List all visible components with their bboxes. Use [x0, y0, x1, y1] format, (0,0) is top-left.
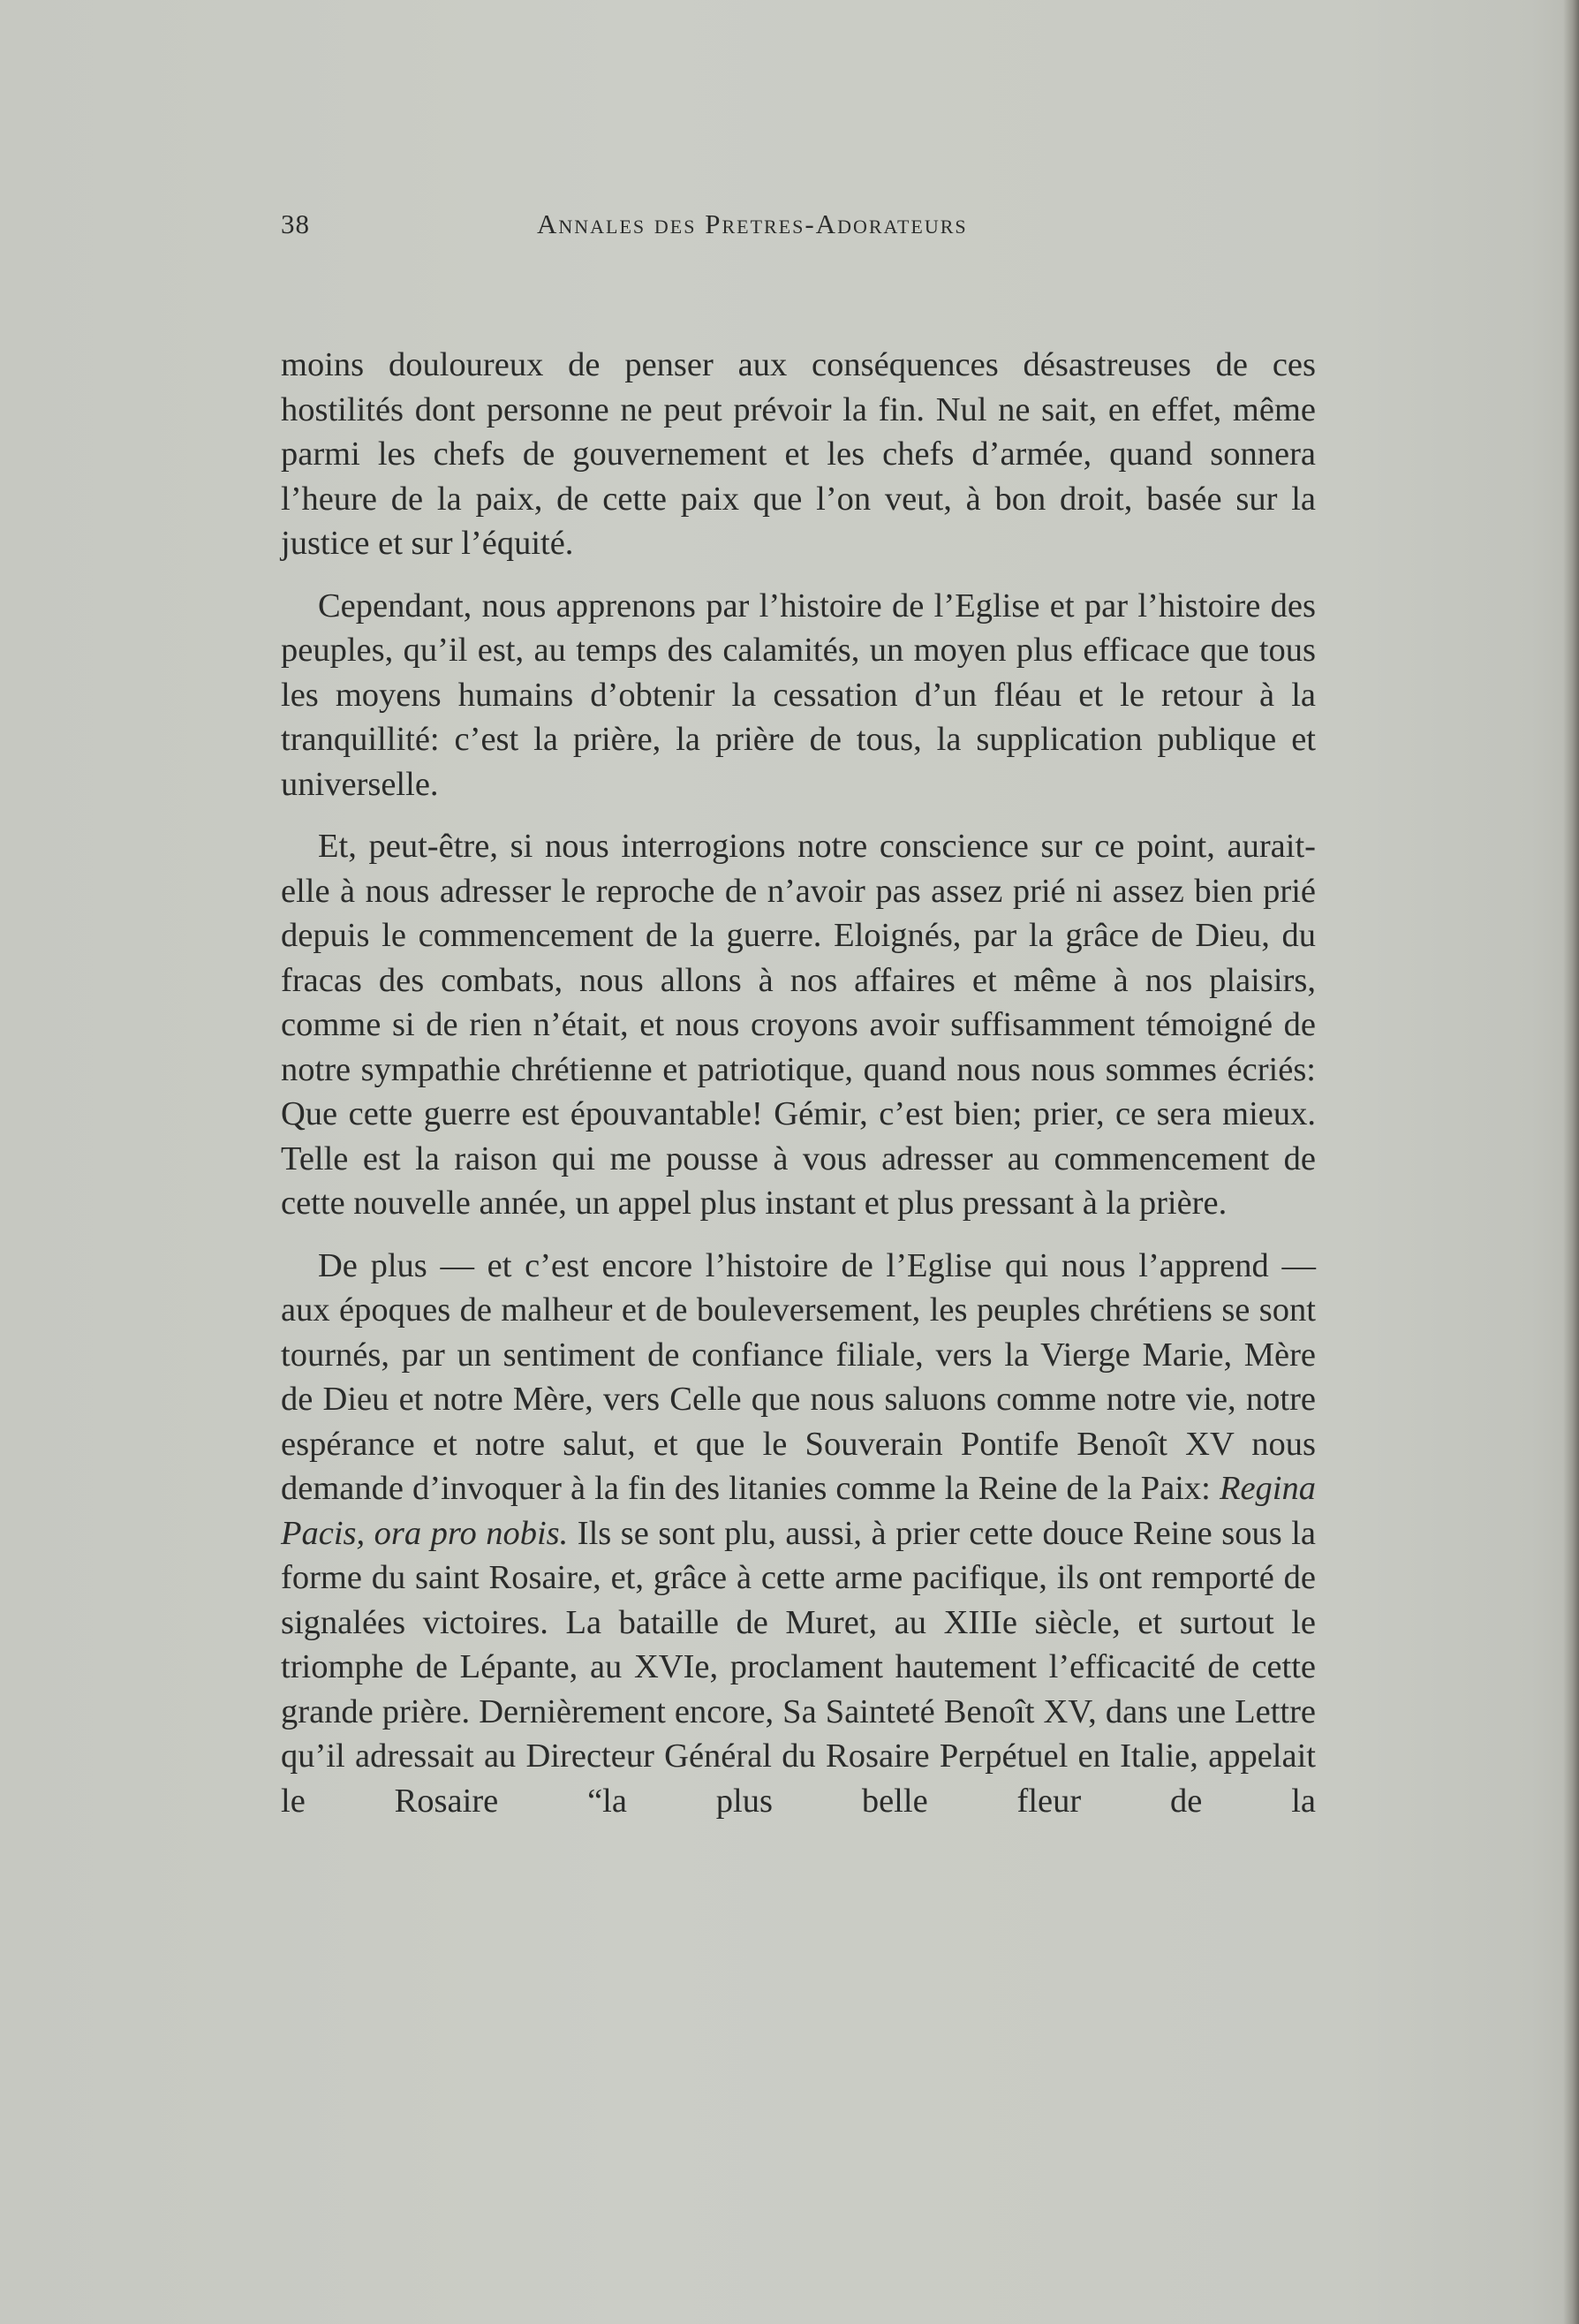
running-title: Annales des Pretres-Adorateurs — [537, 208, 968, 239]
paragraph: Et, peut-être, si nous interrogions notre conscience sur ce point, aurait-elle à nous adresser le reproche de n’avoir pas assez prié ni assez bien prié depuis le commencement de la guerre. Eloignés, par la grâce de Dieu, du fracas des combats, nous allons à nos affaires et même à nos plaisirs, comme si de rien n’était, et nous croyons avoir suffisamment témoigné de notre sympathie chrétienne et patriotique, quand nous nous sommes écriés: Que cette guerre est épouvantable! Gémir, c’est bien; prier, ce sera mieux. Telle est la raison qui me pousse à vous adresser au commencement de cette nouvelle année, un appel plus instant et plus pressant à la prière. — [281, 828, 1316, 1222]
body-text — [281, 343, 1316, 1841]
latin-invocation: Regina Pacis, ora pro nobis. — [281, 1470, 1316, 1552]
page-edge-shadow — [1563, 0, 1579, 2324]
paragraph-text: Ils se sont plu, aussi, à prier cette douce Reine sous la forme du saint Rosaire, et, grâce à cette arme pacifique, ils ont remporté de signalées victoires. La bataille de Muret, au XIIIe siècle, et surtout le triomphe de Lépante, au XVIe, proclament hautement l’efficacité de cette grande prière. Dernièrement encore, Sa Sainteté Benoît XV, dans une Lettre qu’il adressait au Directeur Général du Rosaire Perpétuel en Italie, appelait le Rosaire “la plus belle fleur de la — [281, 1514, 1316, 1820]
page-header — [281, 208, 1314, 244]
paragraph-text: De plus — et c’est encore l’histoire de l’Eglise qui nous l’apprend — aux époques de malheur et de bouleversement, les peuples chrétiens se sont tournés, par un sentiment de confiance filiale, vers la Vierge Marie, Mère de Dieu et notre Mère, vers Celle que nous saluons comme notre vie, notre espérance et notre salut, et que le Souverain Pontife Benoît XV nous demande d’invoquer à la fin des litanies comme la Reine de la Paix: — [281, 1246, 1316, 1507]
page-number: 38 — [281, 208, 310, 239]
paragraph: moins douloureux de penser aux conséquences désastreuses de ces hostilités dont personne ne peut prévoir la fin. Nul ne sait, en effet, même parmi les chefs de gouvernement et les chefs d’armée, quand sonnera l’heure de la paix, de cette paix que l’on veut, à bon droit, basée sur la justice et sur l’équité. — [281, 346, 1316, 562]
paragraph: Cependant, nous apprenons par l’histoire de l’Eglise et par l’histoire des peuples, qu’il est, au temps des calamités, un moyen plus efficace que tous les moyens humains d’obtenir la cessation d’un fléau et le retour à la tranquillité: c’est la prière, la prière de tous, la supplication publique et universelle. — [281, 587, 1316, 803]
paragraph — [281, 1244, 1316, 1824]
